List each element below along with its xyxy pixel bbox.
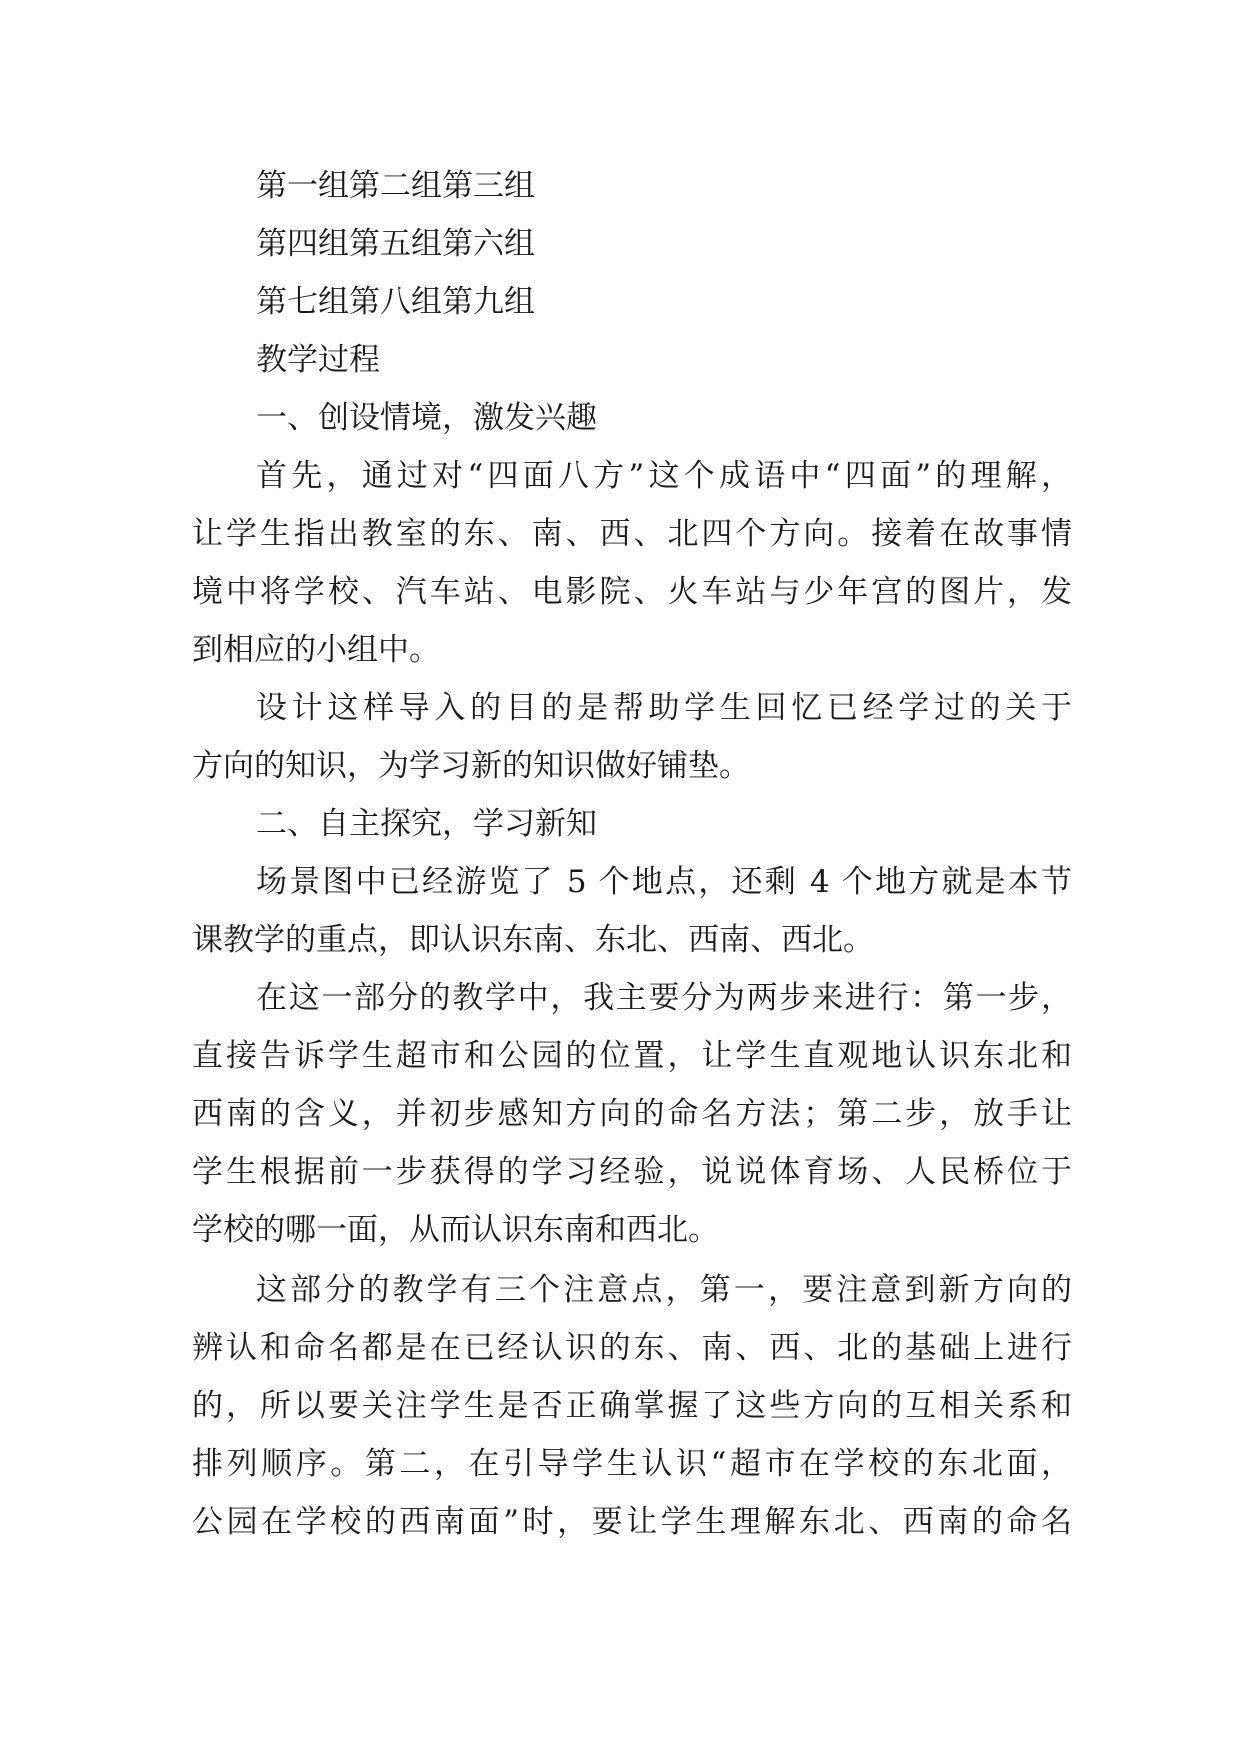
paragraph-2-line-1: 设计这样导入的目的是帮助学生回忆已经学过的关于	[256, 690, 1072, 726]
paragraph-5-line-5: 公园在学校的西南面”时，要让学生理解东北、西南的命名	[192, 1504, 1072, 1540]
paragraph-4-line-2: 直接告诉学生超市和公园的位置，让学生直观地认识东北和	[192, 1038, 1072, 1074]
paragraph-4-line-5: 学校的哪一面，从而认识东南和西北。	[192, 1212, 719, 1248]
paragraph-1-line-2: 让学生指出教室的东、南、西、北四个方向。接着在故事情	[192, 516, 1072, 552]
paragraph-1-line-4: 到相应的小组中。	[192, 632, 440, 668]
paragraph-5-line-2: 辨认和命名都是在已经认识的东、南、西、北的基础上进行	[192, 1330, 1072, 1366]
group-row-1: 第一组第二组第三组	[256, 168, 535, 204]
paragraph-5-line-1: 这部分的教学有三个注意点，第一，要注意到新方向的	[256, 1272, 1072, 1308]
section-heading-teaching-process: 教学过程	[256, 342, 380, 378]
subheading-1: 一、创设情境，激发兴趣	[256, 400, 597, 436]
paragraph-1-line-3: 境中将学校、汽车站、电影院、火车站与少年宫的图片，发	[192, 574, 1072, 610]
paragraph-3-line-2: 课教学的重点，即认识东南、东北、西南、西北。	[192, 922, 874, 958]
paragraph-4-line-1: 在这一部分的教学中，我主要分为两步来进行：第一步，	[256, 980, 1072, 1016]
paragraph-5-line-3: 的，所以要关注学生是否正确掌握了这些方向的互相关系和	[192, 1388, 1072, 1424]
paragraph-5-line-4: 排列顺序。第二，在引导学生认识“超市在学校的东北面，	[192, 1446, 1072, 1482]
paragraph-2-line-2: 方向的知识，为学习新的知识做好铺垫。	[192, 748, 750, 784]
group-row-3: 第七组第八组第九组	[256, 284, 535, 320]
paragraph-4-line-3: 西南的含义，并初步感知方向的命名方法；第二步，放手让	[192, 1096, 1072, 1132]
group-row-2: 第四组第五组第六组	[256, 226, 535, 262]
paragraph-1-line-1: 首先，通过对“四面八方”这个成语中“四面”的理解，	[256, 458, 1072, 494]
subheading-2: 二、自主探究，学习新知	[256, 806, 597, 842]
paragraph-3-line-1: 场景图中已经游览了 5 个地点，还剩 4 个地方就是本节	[256, 864, 1072, 900]
paragraph-4-line-4: 学生根据前一步获得的学习经验，说说体育场、人民桥位于	[192, 1154, 1072, 1190]
